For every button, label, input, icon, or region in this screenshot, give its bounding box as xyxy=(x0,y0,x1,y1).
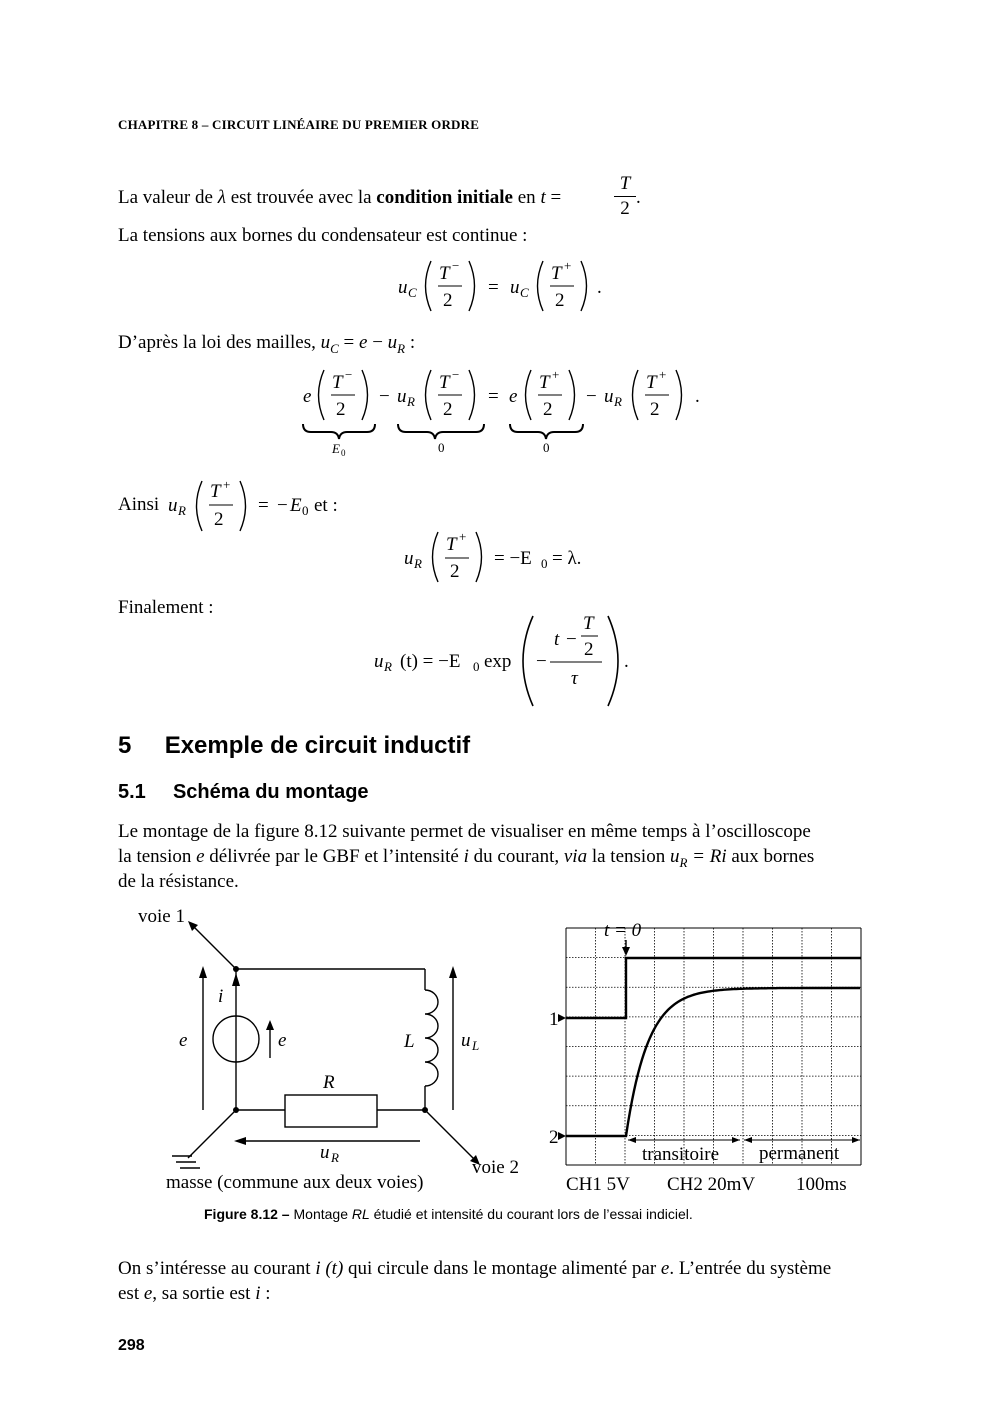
paragraph-courant-line2: est e, sa sortie est i : xyxy=(118,1283,271,1304)
svg-text:E: E xyxy=(332,441,340,456)
svg-text:transitoire: transitoire xyxy=(642,1144,720,1165)
svg-text:T: T xyxy=(439,372,450,393)
svg-text:.: . xyxy=(624,651,629,672)
svg-text:2: 2 xyxy=(443,399,453,420)
svg-text:u: u xyxy=(604,386,614,407)
label-masse: masse (commune aux deux voies) xyxy=(166,1172,424,1193)
svg-text:−: − xyxy=(452,367,460,382)
equation-mesh-braces xyxy=(295,366,715,462)
svg-text:= −E: = −E xyxy=(494,548,532,569)
paragraph-ainsi: Ainsi xyxy=(118,494,160,515)
equation-lambda xyxy=(398,528,608,586)
svg-text:2: 2 xyxy=(336,399,346,420)
paragraph-montage-line2: la tension e délivrée par le GBF et l’intensité i du courant, via la tension $u_R = Ri$ aux bornes xyxy=(118,846,815,870)
svg-text:−: − xyxy=(586,386,597,407)
svg-text:=: = xyxy=(258,495,269,516)
svg-text:R: R xyxy=(384,659,392,674)
svg-text:t = 0: t = 0 xyxy=(604,920,642,941)
svg-text:τ: τ xyxy=(571,668,578,689)
paragraph-finalement: Finalement : xyxy=(118,597,214,618)
svg-text:=: = xyxy=(488,277,499,298)
svg-text:E: E xyxy=(290,495,302,516)
svg-text:R: R xyxy=(614,394,622,409)
paragraph-montage-line3: de la résistance. xyxy=(118,871,239,892)
svg-text:R: R xyxy=(414,556,422,571)
svg-text:t: t xyxy=(554,629,560,650)
paragraph-initial-condition: La valeur de λ est trouvée avec la condition initiale en t = xyxy=(118,187,562,208)
svg-text:+: + xyxy=(223,477,231,492)
svg-text:et :: et : xyxy=(314,495,338,516)
svg-text:−: − xyxy=(345,367,353,382)
svg-text:100ms: 100ms xyxy=(796,1174,847,1195)
svg-text:permanent: permanent xyxy=(759,1143,840,1164)
svg-text:−: − xyxy=(379,386,390,407)
oscilloscope-grid xyxy=(566,928,861,1165)
section-5-1-heading: 5.1 Schéma du montage xyxy=(118,781,369,803)
equation-final-uR xyxy=(370,612,640,710)
svg-text:2: 2 xyxy=(555,290,565,311)
svg-text:2: 2 xyxy=(450,561,460,582)
paragraph-montage-line1: Le montage de la figure 8.12 suivante permet de visualiser en même temps à l’oscilloscope xyxy=(118,821,811,842)
svg-text:L: L xyxy=(472,1038,480,1053)
svg-text:u: u xyxy=(398,277,408,298)
svg-text:−: − xyxy=(536,651,547,672)
svg-text:+: + xyxy=(564,258,572,273)
svg-text:= λ.: = λ. xyxy=(552,548,582,569)
paragraph-mesh-law: D’après la loi des mailles, $u_C = e - u_R$ : xyxy=(118,332,416,356)
svg-text:2: 2 xyxy=(543,399,553,420)
svg-text:T: T xyxy=(439,263,450,284)
svg-text:+: + xyxy=(659,367,667,382)
svg-text:−: − xyxy=(277,495,288,516)
figure-caption: Figure 8.12 – Montage RL étudié et intensité du courant lors de l’essai indiciel. xyxy=(204,1206,693,1222)
svg-text:e: e xyxy=(509,386,518,407)
period: . xyxy=(636,187,641,208)
svg-text:1: 1 xyxy=(549,1009,559,1030)
svg-text:C: C xyxy=(408,285,417,300)
page-number: 298 xyxy=(118,1337,145,1354)
svg-text:u: u xyxy=(461,1030,471,1051)
paragraph-continuity: La tensions aux bornes du condensateur est continue : xyxy=(118,225,528,246)
svg-text:L: L xyxy=(404,1031,415,1052)
svg-text:2: 2 xyxy=(443,290,453,311)
svg-text:u: u xyxy=(397,386,407,407)
svg-text:T: T xyxy=(446,534,457,555)
svg-text:T: T xyxy=(583,613,594,634)
figure-rl-circuit xyxy=(130,898,540,1198)
svg-text:2: 2 xyxy=(650,399,660,420)
equation-uc-continuity xyxy=(390,255,620,317)
svg-text:R: R xyxy=(407,394,415,409)
svg-text:2: 2 xyxy=(584,639,594,660)
paragraph-courant-line1: On s’intéresse au courant i (t) qui circule dans le montage alimenté par e. L’entrée du système xyxy=(118,1258,832,1279)
svg-text:−: − xyxy=(452,258,460,273)
fraction-T-over-2: T 2 xyxy=(612,172,638,221)
equation-ainsi xyxy=(166,477,356,535)
svg-text:T: T xyxy=(551,263,562,284)
svg-text:0: 0 xyxy=(438,440,445,455)
svg-text:u: u xyxy=(168,495,178,516)
svg-text:=: = xyxy=(488,386,499,407)
section-5-heading: 5 Exemple de circuit inductif xyxy=(118,732,471,759)
svg-text:0: 0 xyxy=(473,659,480,674)
svg-text:R: R xyxy=(323,1072,335,1093)
svg-text:+: + xyxy=(552,367,560,382)
label-voie1: voie 1 xyxy=(138,906,185,927)
svg-text:u: u xyxy=(404,548,414,569)
svg-text:.: . xyxy=(695,386,700,407)
svg-text:C: C xyxy=(520,285,529,300)
svg-text:e: e xyxy=(278,1030,287,1051)
svg-text:e: e xyxy=(179,1030,188,1051)
svg-text:+: + xyxy=(459,529,467,544)
svg-text:0: 0 xyxy=(543,440,550,455)
figure-oscilloscope xyxy=(540,914,880,1198)
svg-text:0: 0 xyxy=(541,556,548,571)
svg-text:u: u xyxy=(374,651,384,672)
svg-text:i: i xyxy=(218,986,224,1007)
svg-text:CH1 5V: CH1 5V xyxy=(566,1174,630,1195)
label-voie2: voie 2 xyxy=(472,1157,519,1178)
svg-text:T: T xyxy=(539,372,550,393)
svg-text:0: 0 xyxy=(341,448,346,458)
svg-text:T: T xyxy=(646,372,657,393)
svg-text:2: 2 xyxy=(214,509,224,530)
svg-text:T: T xyxy=(332,372,343,393)
svg-text:(t) = −E: (t) = −E xyxy=(400,651,461,672)
svg-text:2: 2 xyxy=(549,1127,559,1148)
svg-text:0: 0 xyxy=(302,503,309,518)
svg-text:−: − xyxy=(566,629,577,650)
svg-text:u: u xyxy=(320,1142,330,1163)
svg-text:.: . xyxy=(597,277,602,298)
svg-text:e: e xyxy=(303,386,312,407)
svg-text:T: T xyxy=(210,481,221,502)
svg-text:R: R xyxy=(178,503,186,518)
svg-text:exp: exp xyxy=(484,651,512,672)
svg-text:CH2 20mV: CH2 20mV xyxy=(667,1174,756,1195)
chapter-header: CHAPITRE 8 – CIRCUIT LINÉAIRE DU PREMIER ORDRE xyxy=(118,117,480,132)
svg-text:R: R xyxy=(331,1150,339,1165)
svg-text:u: u xyxy=(510,277,520,298)
